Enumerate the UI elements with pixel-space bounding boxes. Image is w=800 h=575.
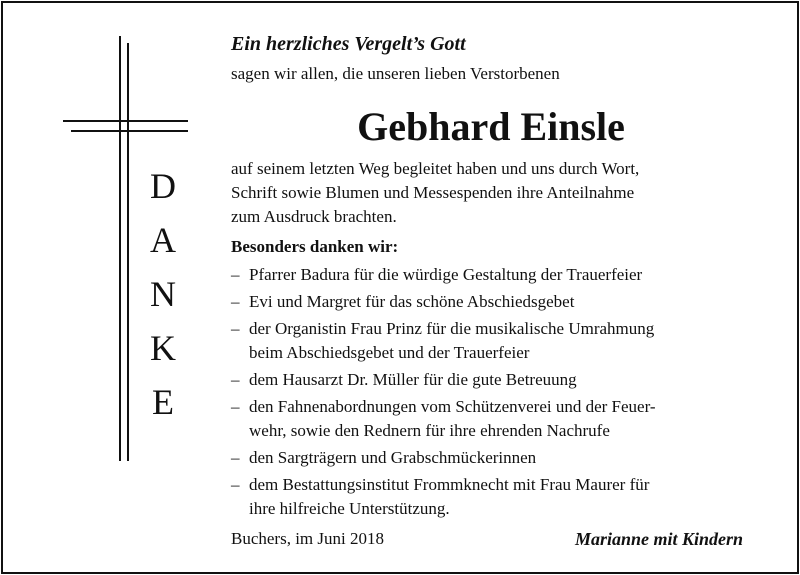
cross-vertical-line-left: [119, 36, 121, 461]
cross-vertical-line-right: [127, 43, 129, 461]
danke-letter: A: [150, 220, 176, 260]
list-item: [231, 446, 751, 470]
header-title: Ein herzliches Vergelt’s Gott: [231, 33, 466, 55]
thanks-line: Schrift sowie Blumen und Messespenden ihre Anteilnahme: [231, 183, 635, 202]
danke-letter: D: [150, 166, 176, 206]
list-item: [231, 368, 751, 392]
list-item-line: wehr, sowie den Rednern für ihre ehrenden Nachrufe: [249, 421, 610, 440]
dash-bullet: –: [231, 319, 240, 338]
thanks-line: auf seinem letzten Weg begleitet haben und uns durch Wort,: [231, 159, 640, 178]
dash-bullet: –: [231, 370, 240, 389]
dash-bullet: –: [231, 448, 240, 467]
list-item-line: Evi und Margret für das schöne Abschiedsgebet: [249, 292, 575, 311]
dash-bullet: –: [231, 397, 240, 416]
list-item-line: dem Hausarzt Dr. Müller für die gute Betreuung: [249, 370, 577, 389]
list-item-line: der Organistin Frau Prinz für die musikalische Umrahmung: [249, 319, 655, 338]
place-date: Buchers, im Juni 2018: [231, 529, 384, 548]
dash-bullet: –: [231, 265, 240, 284]
thanks-paragraph: [231, 157, 751, 229]
dash-bullet: –: [231, 292, 240, 311]
danke-vertical-word: [143, 159, 183, 429]
signature: Marianne mit Kindern: [574, 529, 743, 549]
list-item: [231, 473, 751, 521]
dash-bullet: –: [231, 475, 240, 494]
thanks-line: zum Ausdruck brachten.: [231, 207, 397, 226]
danke-letter: N: [150, 274, 176, 314]
list-item: [231, 395, 751, 443]
list-item-line: Pfarrer Badura für die würdige Gestaltung der Trauerfeier: [249, 265, 643, 284]
list-item-line: den Fahnenabordnungen vom Schützenverei und der Feuer-: [249, 397, 656, 416]
list-item-line: ihre hilfreiche Unterstützung.: [249, 499, 450, 518]
danke-letter: K: [150, 328, 176, 368]
deceased-name: Gebhard Einsle: [357, 104, 625, 149]
list-item: [231, 263, 751, 287]
cross-horizontal-line-bottom: [71, 130, 188, 132]
list-item: [231, 290, 751, 314]
danke-letter: E: [152, 382, 174, 422]
list-item-line: dem Bestattungsinstitut Frommknecht mit Frau Maurer für: [249, 475, 650, 494]
thanks-list: [231, 263, 751, 524]
besonders-heading: Besonders danken wir:: [231, 237, 399, 256]
list-item-line: den Sargträgern und Grabschmückerinnen: [249, 448, 537, 467]
cross-horizontal-line-top: [63, 120, 188, 122]
intro-line: sagen wir allen, die unseren lieben Verstorbenen: [231, 64, 560, 83]
list-item-line: beim Abschiedsgebet und der Trauerfeier: [249, 343, 530, 362]
list-item: [231, 317, 751, 365]
obituary-card: [1, 1, 799, 574]
